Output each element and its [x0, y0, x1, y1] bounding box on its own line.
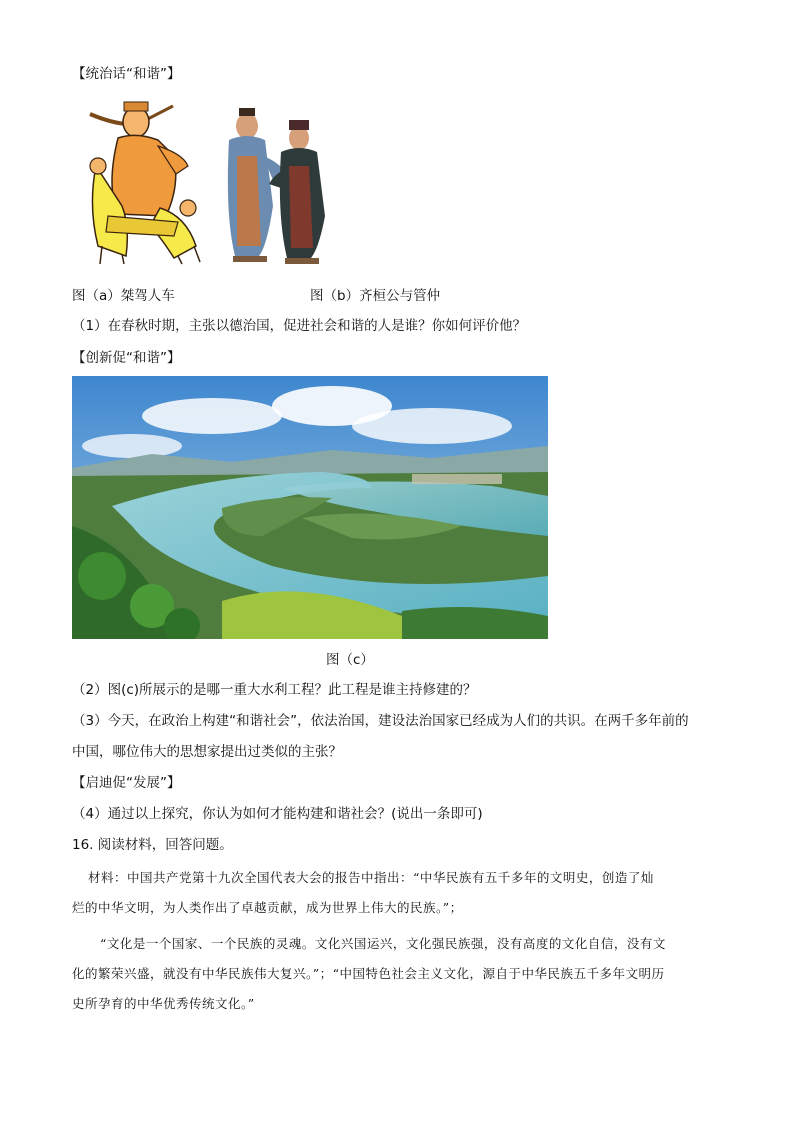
section-heading-development: 【启迪促“发展”】	[72, 775, 181, 791]
figure-a-caption: 图（a）桀驾人车	[72, 288, 175, 304]
question-16-title: 16. 阅读材料，回答问题。	[72, 837, 233, 853]
question-2: （2）图(c)所展示的是哪一重大水利工程？此工程是谁主持修建的？	[72, 682, 477, 698]
figure-b-caption: 图（b）齐桓公与管仲	[310, 288, 441, 304]
figure-a-image	[78, 96, 208, 266]
question-3-line-2: 中国，哪位伟大的思想家提出过类似的主张？	[72, 744, 342, 760]
section-heading-innovation: 【创新促“和谐”】	[72, 350, 181, 366]
material-line-5: 史所孕育的中华优秀传统文化。”	[72, 996, 255, 1011]
question-3-line-1: （3）今天，在政治上构建“和谐社会”，依法治国，建设法治国家已经成为人们的共识。在两千多年前的	[72, 713, 689, 729]
material-line-1: 材料：中国共产党第十九次全国代表大会的报告中指出：“中华民族有五千多年的文明史，创造了灿	[88, 870, 654, 885]
question-1: （1）在春秋时期，主张以德治国，促进社会和谐的人是谁？你如何评价他？	[72, 318, 527, 334]
material-line-4: 化的繁荣兴盛，就没有中华民族伟大复兴。”；“中国特色社会主义文化，源自于中华民族五千多年文明历	[72, 966, 665, 981]
figure-c-caption: 图（c）	[326, 652, 374, 668]
material-line-2: 烂的中华文明，为人类作出了卓越贡献，成为世界上伟大的民族。”；	[72, 900, 463, 915]
figure-c-image	[72, 376, 548, 639]
section-heading-governance: 【统治话“和谐”】	[72, 66, 181, 82]
figure-b-image	[207, 96, 342, 266]
question-4: （4）通过以上探究，你认为如何才能构建和谐社会？(说出一条即可)	[72, 806, 483, 822]
material-line-3: “文化是一个国家、一个民族的灵魂。文化兴国运兴，文化强民族强，没有高度的文化自信，没有文	[100, 936, 666, 951]
